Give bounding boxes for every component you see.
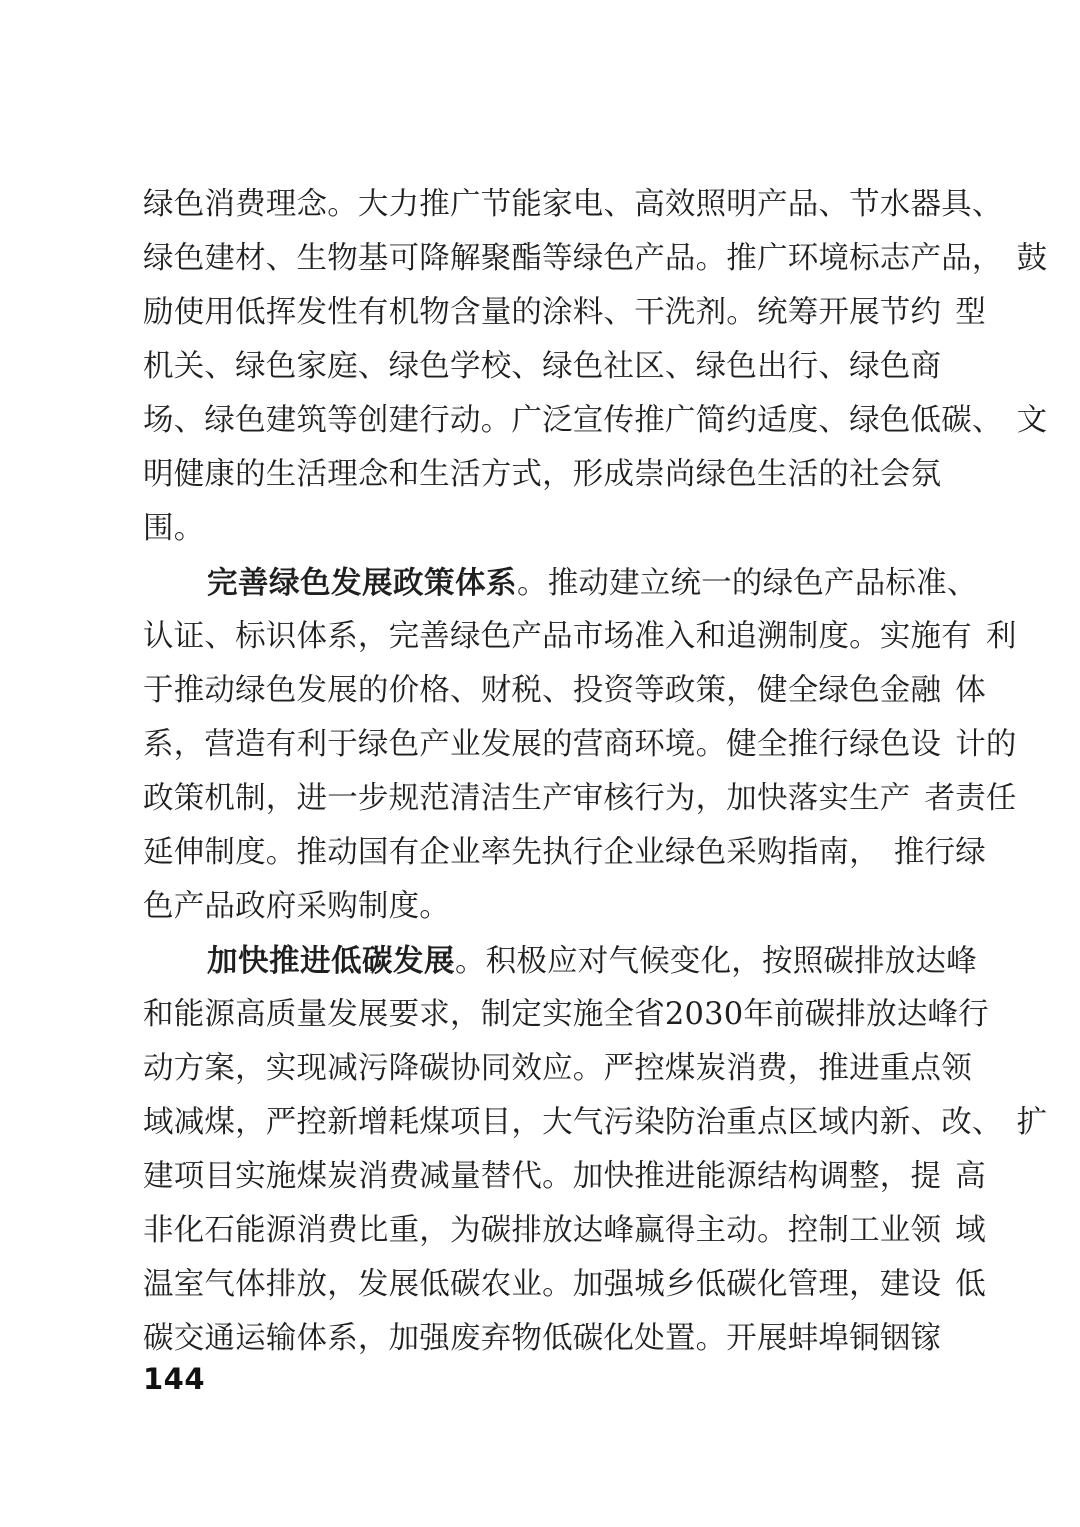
line-tail-run: 推行绿 (893, 835, 986, 870)
text-line (143, 394, 1048, 448)
text-line (143, 1204, 986, 1258)
text-line (143, 1096, 1048, 1150)
text-line (143, 1258, 986, 1312)
line-run: 明健康的生活理念和生活方式，形成崇尚绿色生活的社会氛 (143, 457, 942, 492)
text-line (143, 1150, 986, 1204)
line-tail-run: 者责任 (924, 781, 1017, 816)
text-line (143, 1042, 972, 1096)
line-run: 励使用低挥发性有机物含量的涂料、干洗剂。统筹开展节约 (143, 295, 942, 330)
line-text (207, 556, 978, 611)
text-line (143, 934, 977, 988)
text-line (143, 286, 986, 340)
line-text (143, 286, 941, 340)
line-run: 系，营造有利于绿色产业发展的营商环境。健全推行绿色设 (143, 727, 942, 762)
line-run: 色产品政府采购制度。 (143, 889, 450, 924)
text-line (143, 178, 1003, 232)
line-run: 。积极应对气候变化，按照碳排放达峰 (455, 944, 977, 979)
line-tail-run: 型 (955, 295, 986, 330)
page-text-body (143, 178, 1048, 1366)
line-run: 政策机制，进一步规范清洁生产审核行为，加快落实生产 (143, 781, 911, 816)
line-text (143, 340, 941, 394)
paragraph (143, 556, 1017, 934)
line-text (143, 178, 1003, 232)
line-text (143, 1312, 941, 1366)
line-run: 机关、绿色家庭、绿色学校、绿色社区、绿色出行、绿色商 (143, 349, 942, 384)
line-tail-run: 扩 (1016, 1105, 1048, 1140)
page-number: 144 (143, 1362, 206, 1396)
line-run: 动方案，实现减污降碳协同效应。严控煤炭消费，推进重点领 (143, 1051, 972, 1086)
line-tail-run: 高 (955, 1159, 986, 1194)
line-run: 场、绿色建筑等创建行动。广泛宣传推广简约适度、绿色低碳、 (143, 403, 1003, 438)
paragraph (143, 934, 1048, 1366)
text-line (143, 340, 955, 394)
section-heading: 完善绿色发展政策体系 (207, 565, 517, 601)
line-text (143, 1042, 972, 1096)
text-line (143, 502, 955, 556)
line-tail-run: 低 (955, 1267, 986, 1302)
line-run: 绿色建材、生物基可降解聚酯等绿色产品。推广环境标志产品， (143, 241, 1003, 276)
line-text (143, 826, 880, 880)
line-run: 延伸制度。推动国有企业率先执行企业绿色采购指南， (143, 835, 880, 870)
line-run: 非化石能源消费比重，为碳排放达峰赢得主动。控制工业领 (143, 1213, 942, 1248)
text-line (143, 880, 955, 934)
line-run: 温室气体排放，发展低碳农业。加强城乡低碳化管理，建设 (143, 1267, 942, 1302)
line-text (143, 448, 941, 502)
line-text (143, 1150, 941, 1204)
line-run: 域减煤，严控新增耗煤项目，大气污染防治重点区域内新、改、 (143, 1105, 1003, 1140)
line-text (143, 394, 1003, 448)
line-tail-run: 域 (955, 1213, 986, 1248)
line-tail-run: 鼓 (1016, 241, 1048, 276)
line-text (143, 1258, 941, 1312)
line-text (207, 934, 977, 989)
line-text (143, 502, 204, 556)
text-line (143, 664, 986, 718)
line-run: 碳交通运输体系，加强废弃物低碳化处置。开展蚌埠铜铟镓 (143, 1321, 942, 1356)
line-run: 和能源高质量发展要求，制定实施全省2030年前碳排放达峰行 (143, 997, 989, 1032)
section-heading: 加快推进低碳发展 (207, 943, 455, 979)
line-text (143, 880, 450, 934)
line-tail-run: 计的 (955, 727, 1017, 762)
line-text (143, 1204, 941, 1258)
text-line (143, 988, 989, 1042)
line-text (143, 988, 989, 1042)
line-tail-run: 利 (985, 619, 1017, 654)
line-run: 建项目实施煤炭消费减量替代。加快推进能源结构调整，提 (143, 1159, 942, 1194)
line-tail-run: 文 (1016, 403, 1048, 438)
text-line (143, 1312, 955, 1366)
text-line (143, 232, 1048, 286)
line-run: 。推动建立统一的绿色产品标准、 (517, 566, 978, 601)
line-text (143, 1096, 1003, 1150)
text-line (143, 718, 1017, 772)
line-run: 认证、标识体系，完善绿色产品市场准入和追溯制度。实施有 (143, 619, 972, 654)
line-text (143, 772, 911, 826)
text-line (143, 448, 955, 502)
text-line (143, 610, 1017, 664)
line-run: 围。 (143, 511, 205, 546)
text-line (143, 772, 1017, 826)
line-text (143, 718, 941, 772)
text-line (143, 556, 978, 610)
line-text (143, 232, 1003, 286)
line-run: 绿色消费理念。大力推广节能家电、高效照明产品、节水器具、 (143, 187, 1003, 222)
line-run: 于推动绿色发展的价格、财税、投资等政策，健全绿色金融 (143, 673, 942, 708)
text-line (143, 826, 986, 880)
line-text (143, 610, 972, 664)
line-tail-run: 体 (955, 673, 986, 708)
paragraph (143, 178, 1048, 556)
line-text (143, 664, 941, 718)
